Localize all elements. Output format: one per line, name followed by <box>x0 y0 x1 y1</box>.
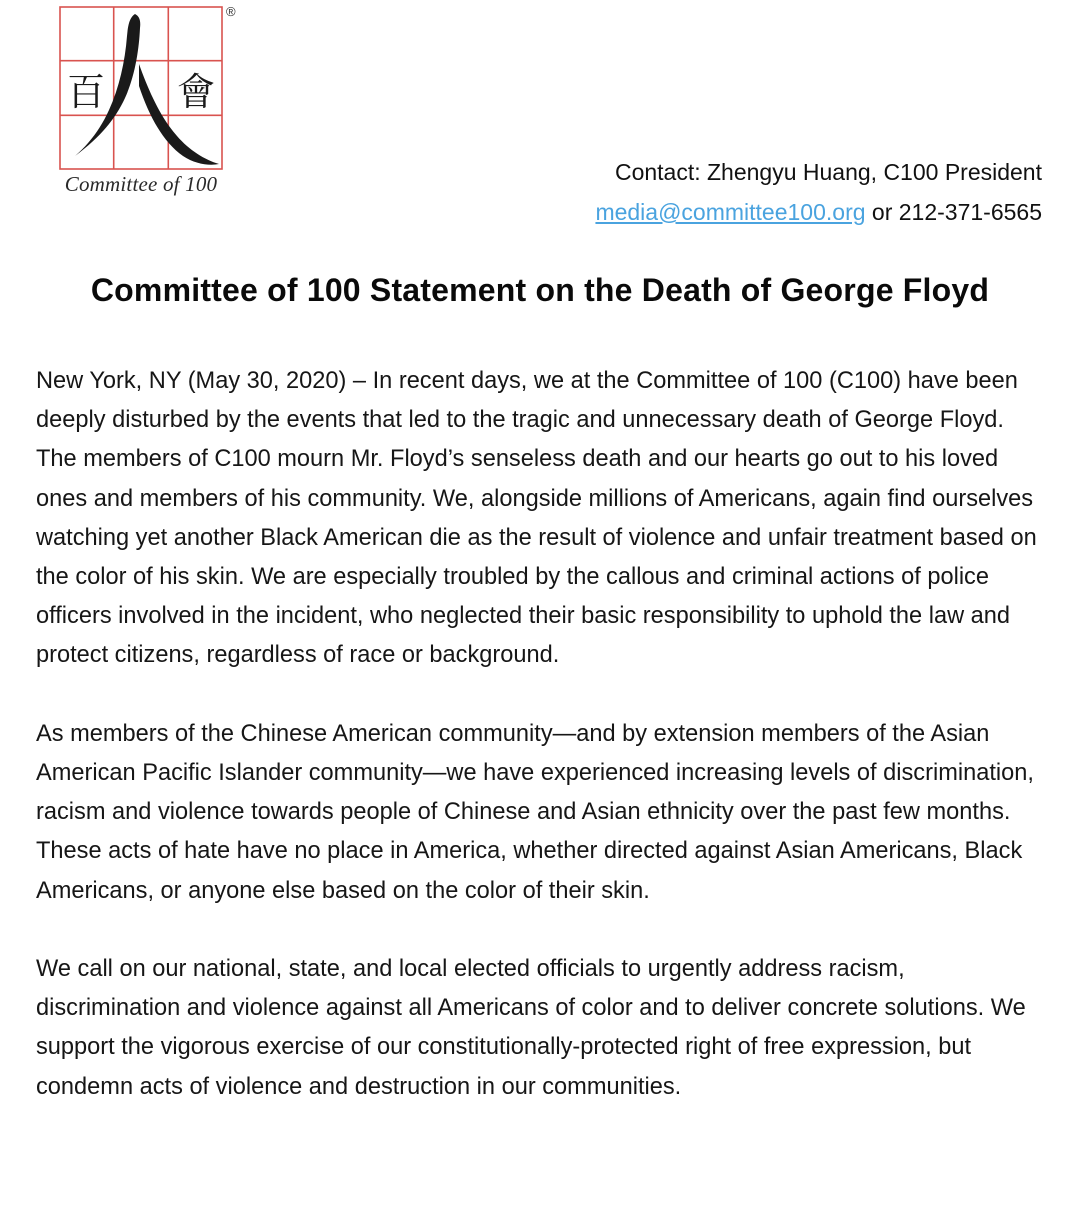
contact-details <box>595 192 1042 232</box>
contact-block <box>595 152 1042 232</box>
phone-number: 212-371-6565 <box>898 199 1042 225</box>
paragraph-call-to-action: We call on our national, state, and local elected officials to urgently address racism, discrimination and violence against all Americans of color and to deliver concrete solutions. We support the vigorous exercise of our constitutionally-protected right of free expression, but condemn acts of violence and destruction in our communities. <box>36 956 1026 1100</box>
registered-mark: ® <box>226 4 236 19</box>
contact-person: Contact: Zhengyu Huang, C100 President <box>614 159 1042 185</box>
paragraph-community: As members of the Chinese American community—and by extension members of the Asian American Pacific Islander community—we have experienced increasing levels of discrimination, racism and violence towards people of Chinese and Asian ethnicity over the past few months. These acts of hate have no place in America, whether directed against Asian Americans, Black Americans, or anyone else based on the color of their skin. <box>36 720 1034 904</box>
logo-caption: Committee of 100 <box>64 172 218 196</box>
logo-grid-mark <box>59 6 223 170</box>
paragraph-intro: New York, NY (May 30, 2020) – In recent days, we at the Committee of 100 (C100) have been deeply disturbed by the events that led to the tragic and unnecessary death of George Floyd. The members of C100 mourn Mr. Floyd’s senseless death and our hearts go out to his loved ones and members of his community. We, alongside millions of Americans, again find ourselves watching yet another Black American die as the result of violence and unfair treatment based on the color of his skin. We are especially troubled by the callous and criminal actions of police officers involved in the incident, who neglected their basic responsibility to uphold the law and protect citizens, regardless of race or background. <box>36 368 1037 669</box>
email-link[interactable]: media@committee100.org <box>595 199 866 225</box>
logo-char-center: 人 <box>140 46 142 47</box>
contact-connector: or <box>865 199 899 225</box>
statement-body <box>36 362 1046 1146</box>
committee-of-100-logo <box>56 4 246 204</box>
logo-char-left: 百 <box>66 70 106 114</box>
logo-char-right: 會 <box>176 70 216 114</box>
statement-title: Committee of 100 Statement on the Death of George Floyd <box>90 272 990 308</box>
